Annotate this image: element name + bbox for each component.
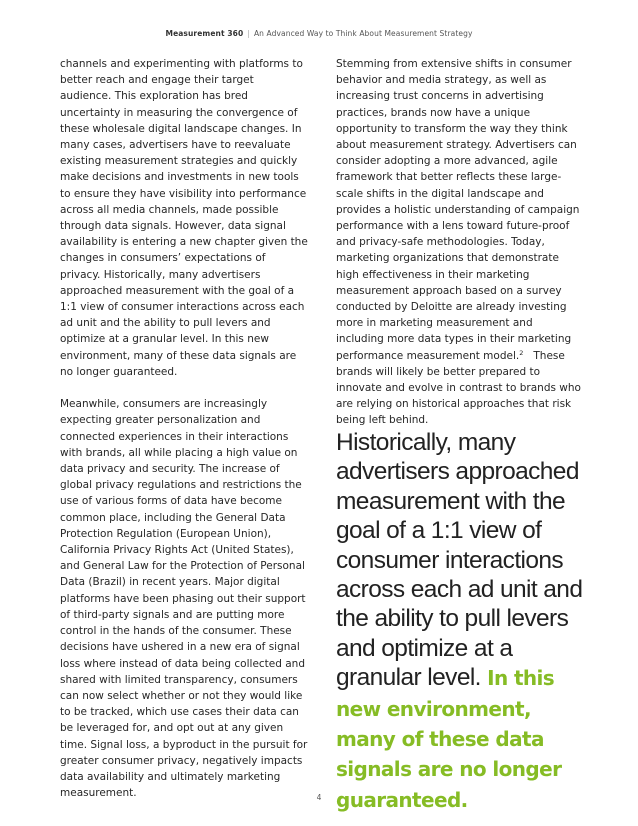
pull-quote-highlight: In this new environment, many of these data signals are no longer guaranteed. <box>336 666 562 812</box>
header-separator: | <box>247 29 250 38</box>
pull-quote <box>336 428 596 815</box>
page-number: 4 <box>316 793 322 802</box>
right-column <box>336 56 582 429</box>
left-column <box>60 56 308 801</box>
pull-quote-text: Historically, many advertisers approached measurement with the goal of a 1:1 view of consumer interactions across each ad unit and the ability to pull levers and optimize at a granular level. <box>336 429 583 692</box>
running-header <box>0 29 638 38</box>
right-paragraph-continuation: These brands will likely be better prepared to innovate and evolve in contrast to brands who are relying on historical approaches that risk being left behind. <box>336 349 581 427</box>
right-paragraph-1 <box>336 56 582 429</box>
right-paragraph-text: Stemming from extensive shifts in consumer behavior and media strategy, as well as increasing trust concerns in advertising practices, brands now have a unique opportunity to transform the way they think about measurement strategy. Advertisers can consider adopting a more advanced, agile framework that better reflects these large-scale shifts in the digital landscape and provides a holistic understanding of campaign performance with a lens toward future-proof and privacy-safe methodologies. Today, marketing organizations that demonstrate high effectiveness in their marketing measurement approach based on a survey conducted by Deloitte are already investing more in marketing measurement and including more data types in their marketing performance measurement model. <box>336 58 580 362</box>
left-paragraph-2: Meanwhile, consumers are increasingly expecting greater personalization and connected experiences in their interactions with brands, all while placing a high value on data privacy and security. The increase of global privacy regulations and restrictions the use of various forms of data have become common place, including the General Data Protection Regulation (European Union), California Privacy Rights Act (United States), and General Law for the Protection of Personal Data (Brazil) in recent years. Major digital platforms have been phasing out their support of third-party signals and are putting more control in the hands of the consumer. These decisions have ushered in a new era of signal loss where instead of data being collected and shared with limited transparency, consumers can now select whether or not they would like to be tracked, which use cases their data can be leveraged for, and opt out at any given time. Signal loss, a byproduct in the pursuit for greater consumer privacy, negatively impacts data availability and ultimately marketing measurement. <box>60 398 308 800</box>
header-brand: Measurement 360 <box>165 29 244 38</box>
left-paragraph-1: channels and experimenting with platforms to better reach and engage their target audience. This exploration has bred uncertainty in measuring the convergence of these wholesale digital landscape changes. In many cases, advertisers have to reevaluate existing measurement strategies and quickly make decisions and investments in new tools to ensure they have visibility into performance across all media channels, made possible through data signals. However, data signal availability is entering a new chapter given the changes in consumers’ expectations of privacy. Historically, many advertisers approached measurement with the goal of a 1:1 view of consumer interactions across each ad unit and the ability to pull levers and optimize at a granular level. In this new environment, many of these data signals are no longer guaranteed. <box>60 58 308 378</box>
footnote-reference: 2 <box>519 348 524 357</box>
header-subtitle: An Advanced Way to Think About Measurement Strategy <box>253 29 473 38</box>
